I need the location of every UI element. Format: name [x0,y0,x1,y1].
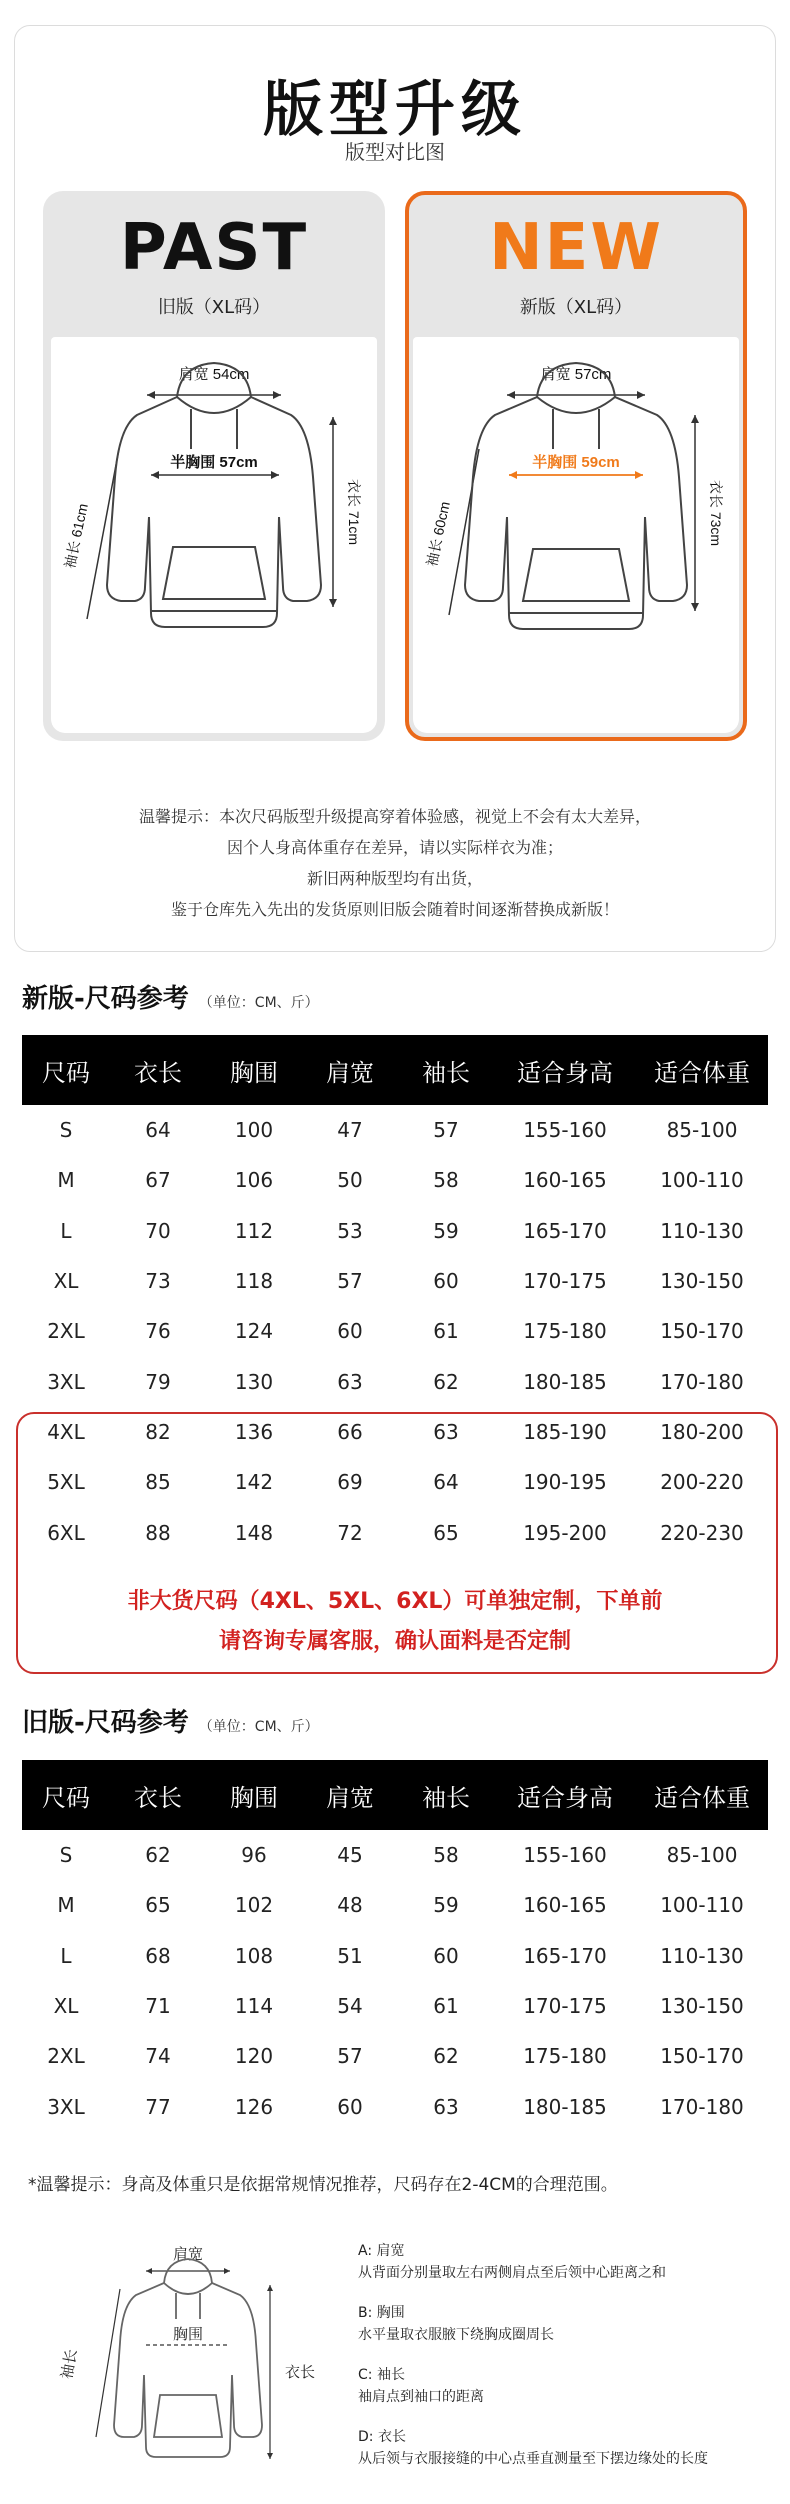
header-cell: 衣长 [110,1760,206,1830]
new-table-title-text: 新版-尺码参考 [22,984,189,1014]
table-cell: 165-170 [523,1943,607,1968]
table-cell: 160-165 [523,1168,607,1193]
table-cell: 110-130 [660,1943,744,1968]
legend-item [358,2364,708,2408]
table-cell: 112 [234,1218,274,1243]
table-cell: 100 [234,1118,274,1143]
table-cell: 170-180 [660,1369,744,1394]
table-row [22,1206,768,1256]
table-cell: 58 [433,1168,459,1193]
past-panel [43,191,385,741]
header-cell: 适合体重 [636,1760,768,1830]
table-cell: 175-180 [523,2044,607,2069]
footnote: *温馨提示：身高及体重只是依据常规情况推荐，尺码存在2-4CM的合理范围。 [28,2175,618,2195]
table-row [22,1880,768,1930]
table-cell: 175-180 [523,1319,607,1344]
table-cell: 120 [234,2044,274,2069]
header-cell: 胸围 [206,1035,302,1105]
table-cell: 2XL [47,1319,85,1344]
table-cell: 180-185 [523,2094,607,2119]
header-cell: 袖长 [398,1035,494,1105]
table-row [22,1256,768,1306]
table-cell: 63 [337,1369,363,1394]
table-row [22,1306,768,1356]
old-table-title-text: 旧版-尺码参考 [22,1708,189,1738]
table-cell: 60 [337,2094,363,2119]
new-hoodie-diagram [413,337,739,733]
header-cell: 尺码 [22,1760,110,1830]
header-cell: 肩宽 [302,1760,398,1830]
table-cell: 79 [145,1369,171,1394]
table-cell: 96 [241,1843,267,1868]
table-cell: 82 [145,1419,171,1444]
table-cell: 100-110 [660,1168,744,1193]
table-cell: 64 [433,1470,459,1495]
past-hoodie-diagram [51,337,377,733]
table-cell: 195-200 [523,1520,607,1545]
table-row [22,1356,768,1406]
table-cell: 71 [145,1994,171,2019]
table-cell: 136 [234,1419,274,1444]
legend-title: A: 肩宽 [358,2243,405,2259]
old-size-table [22,1760,768,2132]
page-subtitle: 版型对比图 [345,140,445,164]
table-cell: 3XL [47,2094,85,2119]
table-row [22,2031,768,2081]
past-chest-label: 半胸围 57cm [170,454,258,471]
tip-line: 因个人身高体重存在差异，请以实际样衣为准； [226,838,563,857]
new-panel [405,191,747,741]
table-cell: 200-220 [660,1470,744,1495]
table-cell: 2XL [47,2044,85,2069]
past-version-label: 旧版（XL码） [157,297,271,318]
table-cell: 61 [433,1319,459,1344]
tip-line: 温馨提示：本次尺码版型升级提高穿着体验感，视觉上不会有太大差异， [138,807,651,826]
guide-shoulder-label: 肩宽 [172,2246,204,2263]
table-cell: L [60,1218,72,1243]
legend-desc: 从后领与衣服接缝的中心点垂直测量至下摆边缘处的长度 [358,2451,708,2467]
table-cell: 62 [433,2044,459,2069]
table-cell: 45 [337,1843,363,1868]
header-cell: 衣长 [110,1035,206,1105]
table-cell: 170-180 [660,2094,744,2119]
measurement-legend [358,2240,708,2488]
legend-title: D: 衣长 [358,2429,406,2445]
table-cell: M [57,1893,75,1918]
table-cell: 76 [145,1319,171,1344]
legend-item [358,2426,708,2470]
legend-item [358,2302,708,2346]
new-chest-label: 半胸围 59cm [532,454,620,471]
header-cell: 袖长 [398,1760,494,1830]
table-cell: 4XL [47,1419,85,1444]
table-cell: 180-200 [660,1419,744,1444]
table-row [22,1105,768,1155]
table-cell: 124 [234,1319,274,1344]
new-diagram-area [413,337,739,733]
table-cell: 126 [234,2094,274,2119]
old-table-title [22,1702,319,1739]
table-cell: 118 [234,1269,274,1294]
table-row [22,1981,768,2031]
table-cell: 155-160 [523,1118,607,1143]
table-cell: 150-170 [660,2044,744,2069]
table-cell: 70 [145,1218,171,1243]
table-cell: 142 [234,1470,274,1495]
legend-title: C: 袖长 [358,2367,405,2383]
table-cell: 74 [145,2044,171,2069]
legend-desc: 袖肩点到袖口的距离 [358,2389,484,2405]
table-cell: 185-190 [523,1419,607,1444]
past-length-label: 衣长 71cm [346,478,362,546]
table-cell: L [60,1943,72,1968]
legend-desc: 水平量取衣服腋下绕胸成圈周长 [358,2327,554,2343]
table-cell: 60 [433,1269,459,1294]
table-cell: 48 [337,1893,363,1918]
table-cell: 150-170 [660,1319,744,1344]
tip-line: 鉴于仓库先入先出的发货原则旧版会随着时间逐渐替换成新版！ [170,900,619,919]
table-row [22,1931,768,1981]
table-cell: XL [53,1269,79,1294]
table-cell: 57 [433,1118,459,1143]
table-cell: 3XL [47,1369,85,1394]
table-cell: 62 [145,1843,171,1868]
table-cell: 65 [433,1520,459,1545]
table-cell: 57 [337,1269,363,1294]
new-shoulder-label: 肩宽 57cm [540,366,612,383]
table-cell: 47 [337,1118,363,1143]
notice-line: 请咨询专属客服，确认面料是否定制 [218,1629,571,1654]
table-cell: 85-100 [666,1118,738,1143]
table-cell: S [59,1843,73,1868]
new-table-unit: （单位：CM、斤） [198,995,319,1011]
table-cell: 170-175 [523,1994,607,2019]
table-cell: 130-150 [660,1269,744,1294]
table-cell: 106 [234,1168,274,1193]
table-row [22,2081,768,2131]
table-header-row [22,1760,768,1830]
table-cell: 110-130 [660,1218,744,1243]
table-cell: S [59,1118,73,1143]
table-cell: 51 [337,1943,363,1968]
header-cell: 适合身高 [494,1035,636,1105]
header-cell: 肩宽 [302,1035,398,1105]
table-cell: 59 [433,1893,459,1918]
table-cell: 65 [145,1893,171,1918]
table-cell: 100-110 [660,1893,744,1918]
table-cell: 190-195 [523,1470,607,1495]
table-cell: 130 [234,1369,274,1394]
hoodie-icon [465,363,687,629]
hoodie-icon [114,2259,262,2457]
table-cell: 88 [145,1520,171,1545]
table-cell: 5XL [47,1470,85,1495]
page-title: 版型升级 [263,75,527,145]
table-cell: 148 [234,1520,274,1545]
table-cell: 85 [145,1470,171,1495]
table-cell: 165-170 [523,1218,607,1243]
legend-desc: 从背面分别量取左右两侧肩点至后领中心距离之和 [358,2265,666,2281]
guide-chest-label: 胸围 [172,2326,204,2343]
table-cell: 220-230 [660,1520,744,1545]
table-row [22,1830,768,1880]
table-cell: 108 [234,1943,274,1968]
table-cell: 170-175 [523,1269,607,1294]
new-length-label: 衣长 73cm [708,479,724,547]
old-table-body [22,1830,768,2132]
table-cell: 61 [433,1994,459,2019]
guide-length-label: 衣长 [284,2364,316,2381]
new-table-title [22,978,319,1015]
header-cell: 适合身高 [494,1760,636,1830]
tip-line: 新旧两种版型均有出货， [306,869,483,888]
table-cell: 85-100 [666,1843,738,1868]
old-table-unit: （单位：CM、斤） [198,1719,319,1735]
hoodie-icon [107,363,321,627]
past-sleeve-label: 袖长 61cm [61,501,91,570]
table-cell: 69 [337,1470,363,1495]
header-cell: 胸围 [206,1760,302,1830]
new-version-label: 新版（XL码） [519,297,633,318]
table-cell: 53 [337,1218,363,1243]
legend-title: B: 胸围 [358,2305,405,2321]
table-header-row [22,1035,768,1105]
table-cell: 130-150 [660,1994,744,2019]
table-cell: 180-185 [523,1369,607,1394]
table-cell: 59 [433,1218,459,1243]
guide-sleeve-label: 袖长 [58,2347,81,2381]
past-diagram-area [51,337,377,733]
compare-tips [15,801,775,925]
header-cell: 尺码 [22,1035,110,1105]
table-cell: 68 [145,1943,171,1968]
table-cell: 63 [433,1419,459,1444]
custom-size-notice [0,1582,790,1662]
past-heading: PAST [119,211,309,285]
table-cell: 57 [337,2044,363,2069]
table-cell: 6XL [47,1520,85,1545]
table-cell: 58 [433,1843,459,1868]
table-cell: 63 [433,2094,459,2119]
table-cell: 114 [234,1994,274,2019]
table-cell: 66 [337,1419,363,1444]
legend-item [358,2240,708,2284]
table-cell: 60 [337,1319,363,1344]
comparison-card [14,25,776,952]
table-cell: 67 [145,1168,171,1193]
table-cell: 102 [234,1893,274,1918]
table-cell: 155-160 [523,1843,607,1868]
table-cell: 50 [337,1168,363,1193]
table-row [22,1155,768,1205]
table-cell: 60 [433,1943,459,1968]
table-cell: 72 [337,1520,363,1545]
table-cell: 54 [337,1994,363,2019]
new-heading: NEW [489,211,663,285]
notice-line: 非大货尺码（4XL、5XL、6XL）可单独定制，下单前 [127,1589,663,1614]
table-cell: M [57,1168,75,1193]
past-shoulder-label: 肩宽 54cm [178,366,250,383]
table-cell: 77 [145,2094,171,2119]
table-cell: 73 [145,1269,171,1294]
table-cell: 64 [145,1118,171,1143]
table-cell: XL [53,1994,79,2019]
header-cell: 适合体重 [636,1035,768,1105]
table-cell: 62 [433,1369,459,1394]
new-sleeve-label: 袖长 60cm [423,499,453,568]
table-cell: 160-165 [523,1893,607,1918]
